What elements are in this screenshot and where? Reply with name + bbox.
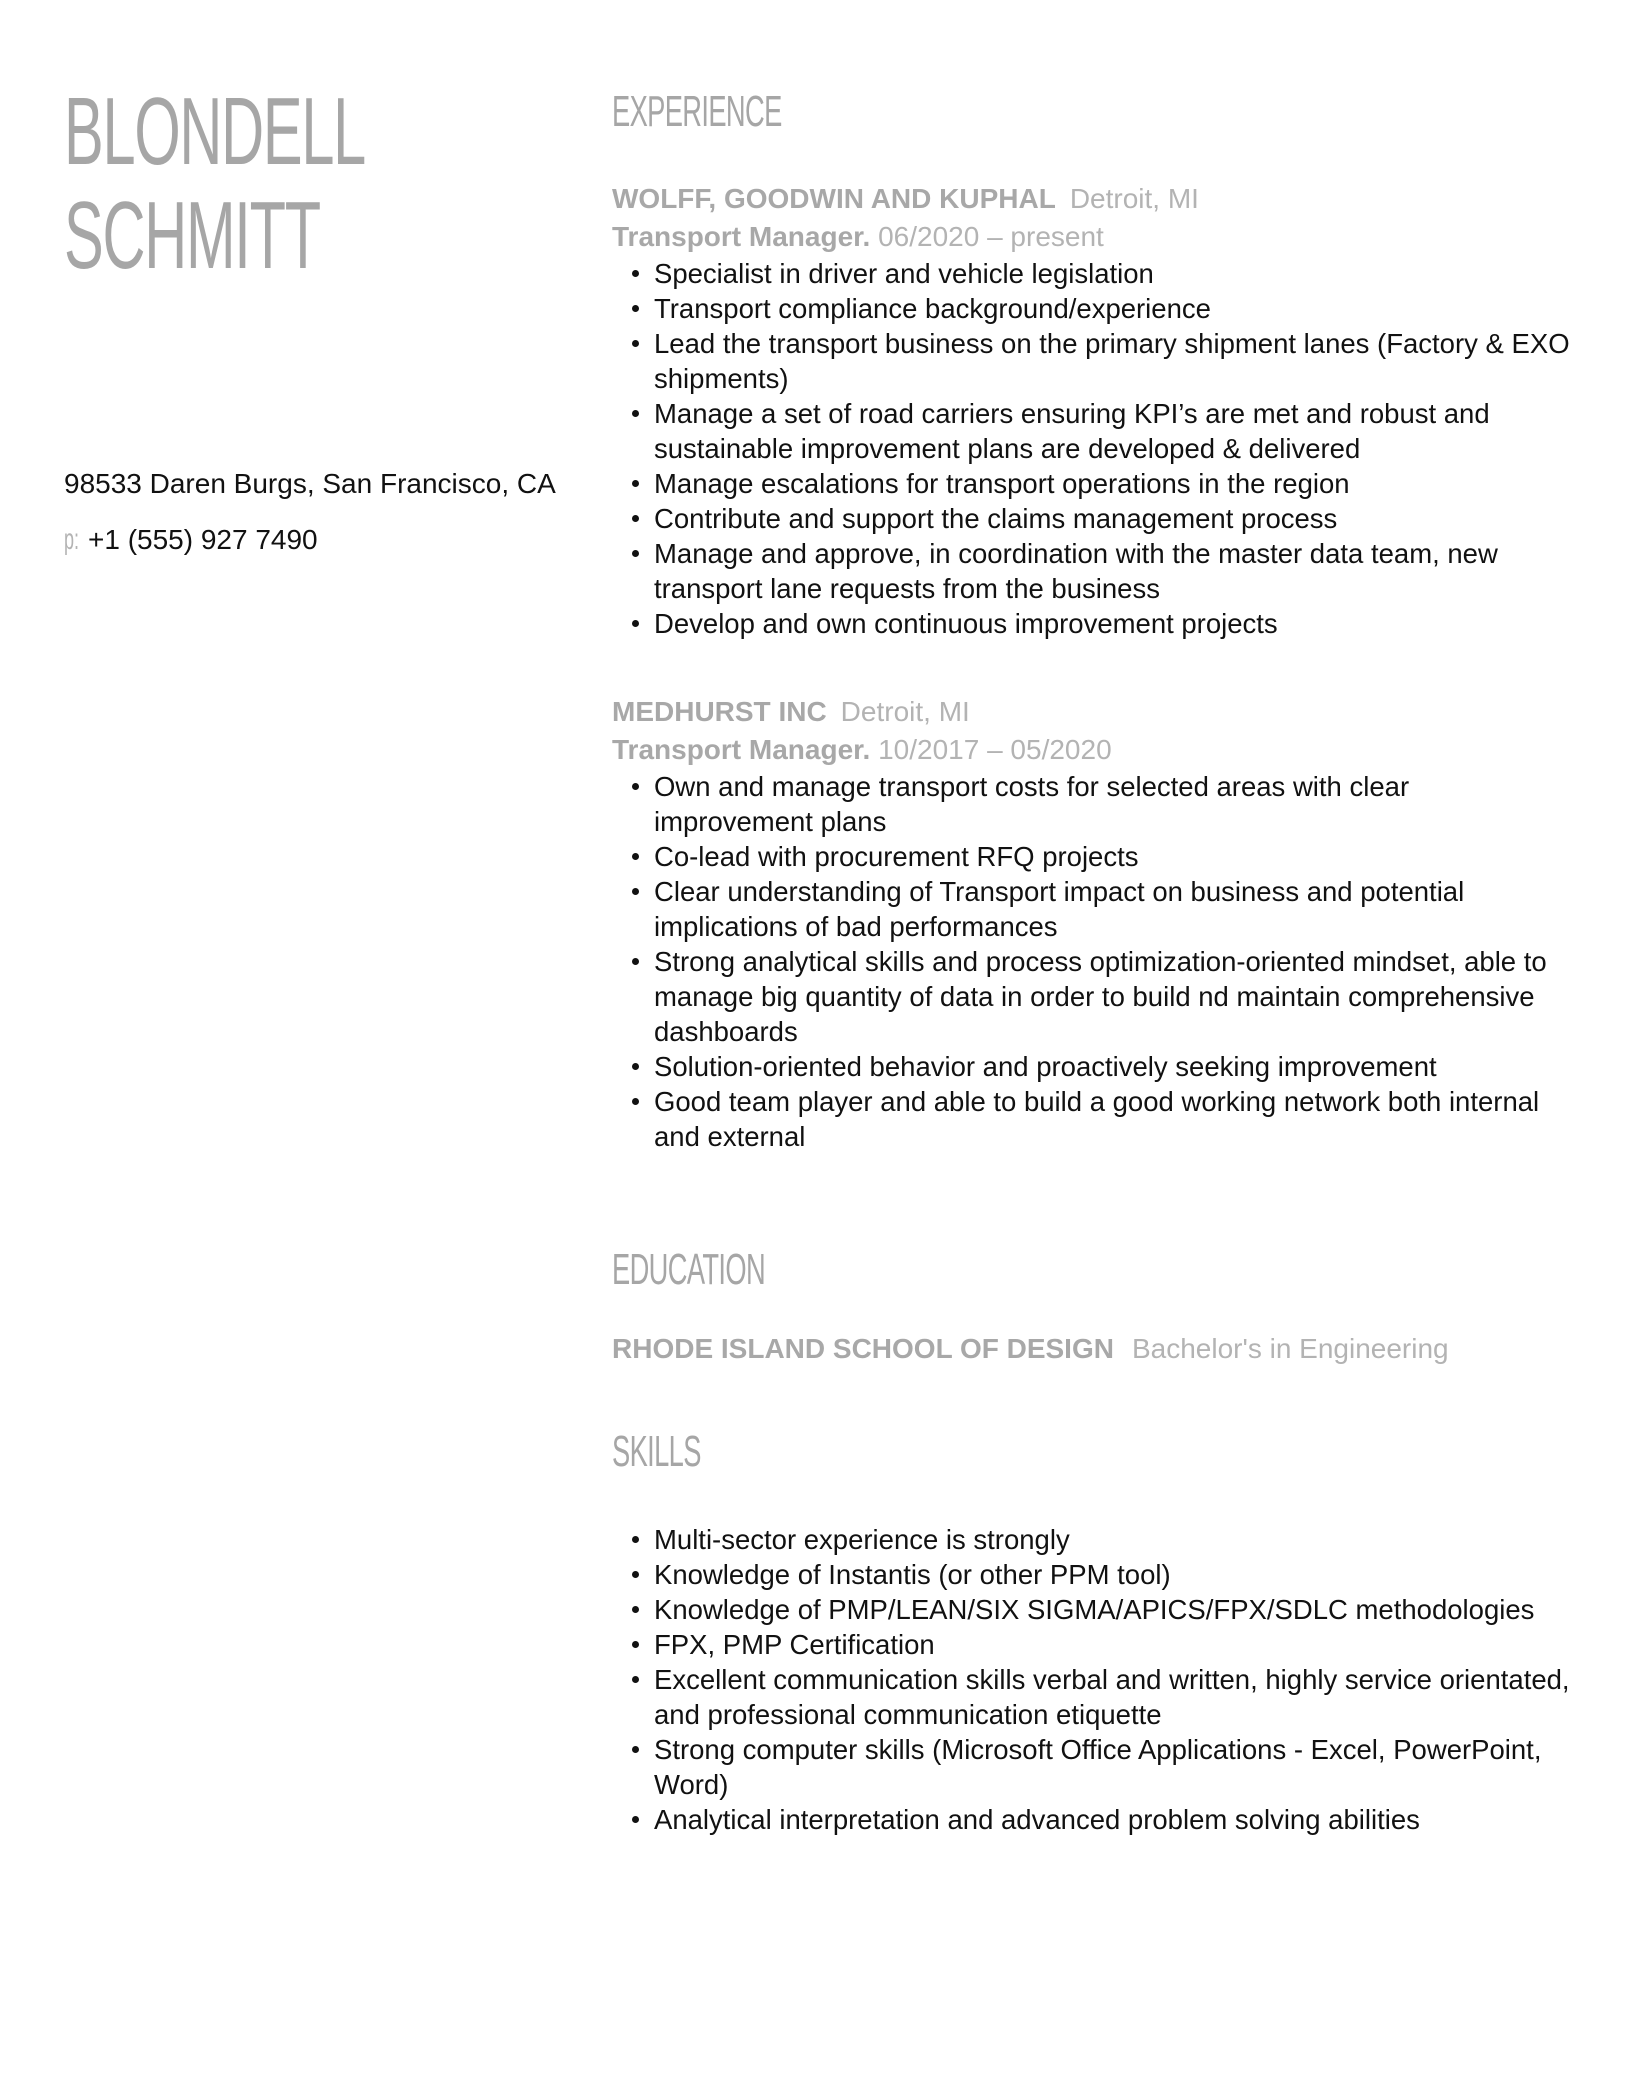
skills-title: SKILLS (612, 1427, 701, 1476)
job-entry (612, 693, 1572, 1154)
job-dates: 10/2017 – 05/2020 (878, 734, 1112, 765)
main-column (612, 86, 1572, 1837)
list-item: Manage a set of road carriers ensuring KPI’s are met and robust and sustainable improvement plans are developed & delivered (654, 396, 1572, 466)
job-bullets (612, 256, 1572, 641)
role-line (612, 731, 1572, 769)
list-item: Knowledge of Instantis (or other PPM tool) (654, 1557, 1572, 1592)
list-item: Contribute and support the claims management process (654, 501, 1572, 536)
phone-label: p: (64, 523, 80, 556)
education-title: EDUCATION (612, 1245, 766, 1294)
company-name: WOLFF, GOODWIN AND KUPHAL (612, 183, 1056, 214)
job-header (612, 693, 1572, 731)
job-entry (612, 180, 1572, 641)
school-name: RHODE ISLAND SCHOOL OF DESIGN (612, 1333, 1114, 1364)
last-name: SCHMITT (64, 182, 320, 289)
list-item: Develop and own continuous improvement projects (654, 606, 1572, 641)
job-location: Detroit, MI (840, 696, 970, 727)
list-item: Clear understanding of Transport impact on business and potential implications of bad performances (654, 874, 1572, 944)
experience-title: EXPERIENCE (612, 87, 782, 136)
contact-info (64, 465, 564, 559)
list-item: Co-lead with procurement RFQ projects (654, 839, 1572, 874)
list-item: Multi-sector experience is strongly (654, 1522, 1572, 1557)
first-name: BLONDELL (64, 78, 366, 185)
list-item: Good team player and able to build a good working network both internal and external (654, 1084, 1572, 1154)
phone-row (64, 521, 564, 559)
company-name: MEDHURST INC (612, 696, 827, 727)
list-item: Strong computer skills (Microsoft Office Applications - Excel, PowerPoint, Word) (654, 1732, 1572, 1802)
job-role: Transport Manager. (612, 734, 871, 765)
list-item: Solution-oriented behavior and proactively seeking improvement (654, 1049, 1572, 1084)
degree: Bachelor's in Engineering (1131, 1333, 1449, 1364)
list-item: Transport compliance background/experience (654, 291, 1572, 326)
list-item: Own and manage transport costs for selected areas with clear improvement plans (654, 769, 1572, 839)
list-item: Strong analytical skills and process optimization-oriented mindset, able to manage big quantity of data in order to build nd maintain comprehensive dashboards (654, 944, 1572, 1049)
list-item: Specialist in driver and vehicle legislation (654, 256, 1572, 291)
phone-number: +1 (555) 927 7490 (88, 524, 318, 555)
job-bullets (612, 769, 1572, 1154)
role-line (612, 218, 1572, 256)
list-item: Manage escalations for transport operations in the region (654, 466, 1572, 501)
job-role: Transport Manager. (612, 221, 871, 252)
list-item: Manage and approve, in coordination with the master data team, new transport lane requests from the business (654, 536, 1572, 606)
skills-list (612, 1522, 1572, 1837)
address: 98533 Daren Burgs, San Francisco, CA (64, 468, 556, 499)
candidate-name (64, 80, 374, 288)
list-item: Knowledge of PMP/LEAN/SIX SIGMA/APICS/FPX/SDLC methodologies (654, 1592, 1572, 1627)
job-header (612, 180, 1572, 218)
job-dates: 06/2020 – present (878, 221, 1104, 252)
profile-column (64, 78, 564, 556)
education-entry (612, 1330, 1572, 1368)
job-location: Detroit, MI (1069, 183, 1199, 214)
list-item: Analytical interpretation and advanced problem solving abilities (654, 1802, 1572, 1837)
list-item: Excellent communication skills verbal and written, highly service orientated, and professional communication etiquette (654, 1662, 1572, 1732)
list-item: FPX, PMP Certification (654, 1627, 1572, 1662)
list-item: Lead the transport business on the primary shipment lanes (Factory & EXO shipments) (654, 326, 1572, 396)
